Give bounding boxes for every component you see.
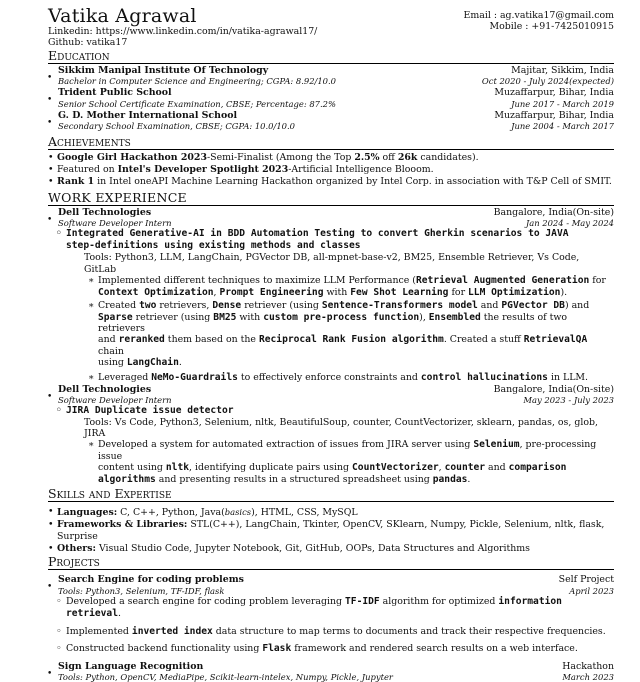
bold: Context Optimization bbox=[98, 286, 214, 298]
project-date: March 2023 bbox=[562, 671, 614, 682]
list-item bbox=[57, 152, 614, 164]
education-item bbox=[48, 87, 614, 108]
project-type: Hackathon bbox=[562, 660, 614, 672]
text: retriever (using bbox=[132, 311, 214, 323]
text: and bbox=[98, 334, 119, 346]
project-name: • Sign Language Recognition bbox=[58, 660, 204, 672]
bold: two bbox=[139, 300, 157, 311]
bold: custom pre-process function bbox=[263, 311, 420, 323]
skill-text: ), HTML, CSS, MySQL bbox=[251, 507, 358, 519]
ach-bold: Google Girl Hackathon 2023 bbox=[57, 152, 207, 164]
text: data structure to map terms to documents and track their respective frequencies. bbox=[212, 625, 606, 637]
list-item bbox=[57, 164, 614, 176]
ach-bold: Intel's Developer Spotlight 2023 bbox=[117, 164, 289, 176]
resume-header bbox=[48, 5, 614, 49]
text: for bbox=[589, 275, 606, 286]
text: them based on the bbox=[164, 334, 259, 346]
project-bullet bbox=[48, 596, 614, 621]
resume-page bbox=[48, 6, 614, 682]
bold: comparison bbox=[508, 462, 567, 474]
text: algorithm for optimized bbox=[379, 595, 499, 607]
company: • Dell Technologies bbox=[58, 384, 152, 396]
education-list bbox=[48, 65, 614, 131]
text: using bbox=[98, 357, 127, 369]
project-type: Self Project bbox=[558, 574, 614, 586]
bold: reranked bbox=[118, 334, 165, 346]
education-item bbox=[48, 65, 614, 86]
skill-italic: basics bbox=[224, 507, 252, 518]
job-date: May 2023 - July 2023 bbox=[523, 395, 614, 406]
ach-text: -Artificial Intelligence Blooom. bbox=[288, 164, 434, 176]
text: and bbox=[485, 462, 509, 474]
text: and presenting results in a structured spreadsheet using bbox=[155, 473, 433, 485]
text: . bbox=[178, 357, 182, 369]
skills-list bbox=[48, 506, 614, 555]
project-entry bbox=[48, 661, 614, 682]
text: ), bbox=[419, 311, 429, 323]
ach-bold: Rank 1 bbox=[57, 176, 95, 188]
text: Implemented different techniques to maximize LLM Performance ( bbox=[98, 275, 416, 286]
date: June 2004 - March 2017 bbox=[511, 121, 614, 131]
project-bullet bbox=[48, 643, 614, 656]
project-tools: Tools: Python3, Selenium, TF-IDF, flask bbox=[58, 585, 225, 596]
bold: counter bbox=[444, 462, 486, 474]
linkedin-link[interactable]: Linkedin: https://www.linkedin.com/in/vatika-agrawal17/ bbox=[48, 26, 318, 37]
skill-text: Visual Studio Code, Jupyter Notebook, Git, GitHub, OOPs, Data Structures and Algorithms bbox=[95, 543, 530, 555]
text: for bbox=[448, 286, 469, 298]
work-heading: WORK EXPERIENCE bbox=[48, 191, 614, 206]
job-date: Jan 2024 - May 2024 bbox=[525, 218, 614, 229]
tools-line: Tools: Python3, LLM, LangChain, PGVector DB, all-mpnet-base-v2, BM25, Ensemble Retriever, Vs Code, GitLab bbox=[84, 252, 580, 275]
bold: algorithms bbox=[98, 473, 156, 485]
tools-line: Tools: Vs Code, Python3, Selenium, nltk, BeautifulSoup, counter, CountVectorizer, sklearn, pandas, os, glob, JIRA bbox=[84, 416, 598, 440]
bold: Sentence-Transformers model bbox=[321, 300, 478, 311]
bold: BM25 bbox=[213, 311, 237, 323]
job-entry bbox=[48, 384, 614, 405]
job-role: Software Developer Intern bbox=[58, 395, 172, 406]
text: Developed a system for automated extraction of issues from JIRA server using bbox=[98, 439, 474, 451]
project-bullet bbox=[48, 626, 614, 639]
ach-text: Featured on bbox=[57, 164, 118, 176]
skill-label: Others: bbox=[57, 543, 96, 555]
contact-info bbox=[464, 10, 614, 32]
ach-bold: 2.5% bbox=[354, 152, 380, 164]
bullet-point bbox=[48, 439, 614, 485]
bold: NeMo-Guardrails bbox=[151, 371, 238, 383]
bold: Reciprocal Rank Fusion algorithm bbox=[258, 334, 444, 346]
school-name: • Trident Public School bbox=[58, 87, 172, 99]
job-place: Bangalore, India(On-site) bbox=[493, 207, 614, 219]
skill-text: C, C++, Python, Java( bbox=[117, 507, 225, 519]
education-heading: Education bbox=[48, 49, 614, 64]
school-place: Muzaffarpur, Bihar, India bbox=[494, 87, 614, 99]
project-title bbox=[48, 228, 614, 252]
bold: Prompt Engineering bbox=[219, 286, 324, 298]
text: , bbox=[213, 286, 220, 298]
text: ) and bbox=[564, 300, 590, 311]
bold: Retrieval Augmented Generation bbox=[415, 275, 590, 286]
job-place: Bangalore, India(On-site) bbox=[493, 384, 614, 396]
bold: PGVector DB bbox=[501, 300, 565, 311]
school-place: Majitar, Sikkim, India bbox=[511, 65, 614, 76]
text: Implemented bbox=[66, 625, 132, 637]
text: with bbox=[323, 286, 351, 298]
bold: LangChain bbox=[126, 357, 179, 369]
bold: Ensembled bbox=[428, 311, 481, 323]
candidate-name: Vatika Agrawal bbox=[48, 5, 197, 27]
project-tools: Tools: Python, OpenCV, MediaPipe, Scikit-learn-intelex, Numpy, Pickle, Jupyter bbox=[58, 671, 393, 682]
text: Leveraged bbox=[98, 371, 152, 383]
ach-text: off bbox=[379, 152, 398, 164]
bold: LLM Optimization bbox=[468, 286, 561, 298]
degree: Bachelor in Computer Science and Engineering; CGPA: 8.92/10.0 bbox=[58, 76, 337, 87]
project-entry bbox=[48, 574, 614, 595]
achievements-list bbox=[48, 152, 614, 188]
bold: RetrievalQA bbox=[523, 334, 588, 346]
education-item bbox=[48, 110, 614, 131]
job-entry bbox=[48, 207, 614, 228]
project-name: • Search Engine for coding problems bbox=[58, 574, 244, 586]
text: retriever (using bbox=[241, 300, 322, 311]
text: framework and rendered search results on a web interface. bbox=[291, 643, 578, 655]
text: Developed a search engine for coding problem leveraging bbox=[66, 595, 346, 607]
mobile-number: Mobile : +91-7425010915 bbox=[489, 21, 614, 32]
bold: Dense bbox=[212, 300, 242, 311]
project-title-line: step-definitions using existing methods and classes bbox=[66, 240, 361, 252]
bold: CountVectorizer bbox=[352, 462, 439, 474]
company: • Dell Technologies bbox=[58, 207, 152, 219]
text: , bbox=[438, 462, 445, 474]
bold: pandas bbox=[432, 473, 468, 485]
text: Created bbox=[98, 300, 140, 311]
bold: Few Shot Learning bbox=[350, 286, 449, 298]
text: Constructed backend functionality using bbox=[66, 643, 263, 655]
bullet-point bbox=[48, 275, 614, 298]
bold: nltk bbox=[165, 462, 190, 474]
ach-text: -Semi-Finalist (Among the Top bbox=[206, 152, 355, 164]
bullet-point bbox=[48, 372, 614, 384]
school-name: • G. D. Mother International School bbox=[58, 109, 238, 121]
degree: Secondary School Examination, CBSE; CGPA: 10.0/10.0 bbox=[58, 121, 295, 131]
bold: Sparse bbox=[98, 311, 133, 323]
skill-text: STL(C++), LangChain, Tkinter, OpenCV, SKlearn, Numpy, Pickle, Selenium, nltk, flask, Surprise bbox=[57, 519, 605, 543]
ach-text: in Intel oneAPI Machine Learning Hackathon organized by Intel Corp. in association with T&P Cell of SMIT. bbox=[94, 176, 612, 188]
achievements-heading: Achievements bbox=[48, 135, 614, 150]
bullet-point bbox=[48, 300, 614, 369]
github-link[interactable]: Github: vatika17 bbox=[48, 37, 128, 49]
skills-heading: Skills and Expertise bbox=[48, 487, 614, 502]
bold: information retrieval bbox=[66, 595, 562, 620]
bold: Selenium bbox=[473, 439, 520, 451]
bold: inverted index bbox=[131, 625, 213, 637]
text: chain bbox=[98, 345, 124, 357]
school-name: • Sikkim Manipal Institute Of Technology bbox=[58, 65, 269, 76]
project-title: ◦ JIRA Duplicate issue detector bbox=[48, 405, 614, 417]
bold: TF-IDF bbox=[345, 595, 380, 607]
project-title-line: ◦ Integrated Generative-AI in BDD Automation Testing to convert Gherkin scenarios to JAVA bbox=[66, 228, 569, 240]
text: and bbox=[477, 300, 502, 311]
text: . bbox=[117, 608, 121, 620]
text: . bbox=[467, 473, 471, 485]
text: with bbox=[236, 311, 264, 323]
date: June 2017 - March 2019 bbox=[511, 98, 614, 109]
list-item bbox=[57, 519, 614, 543]
skill-label: Languages: bbox=[57, 507, 118, 519]
ach-text: candidates). bbox=[417, 152, 479, 164]
text: , pre-processing issue bbox=[98, 439, 597, 462]
date: Oct 2020 - July 2024(expected) bbox=[481, 76, 614, 87]
text: , identifying duplicate pairs using bbox=[189, 462, 353, 474]
projects-heading: Projects bbox=[48, 555, 614, 570]
skill-label: Frameworks & Libraries: bbox=[57, 519, 188, 531]
text: to effectively enforce constraints and bbox=[237, 371, 421, 383]
school-place: Muzaffarpur, Bihar, India bbox=[494, 109, 614, 121]
text: the results of two retrievers bbox=[98, 311, 568, 334]
text: content using bbox=[98, 462, 166, 474]
project-date: April 2023 bbox=[569, 585, 614, 596]
text: retrievers, bbox=[156, 300, 213, 311]
job-role: Software Developer Intern bbox=[58, 218, 172, 229]
email-link[interactable]: Email : ag.vatika17@gmail.com bbox=[463, 10, 614, 21]
text: . Created a stuff bbox=[443, 334, 524, 346]
list-item bbox=[57, 176, 614, 188]
text: ). bbox=[560, 286, 568, 298]
text: in LLM. bbox=[547, 371, 588, 383]
list-item bbox=[57, 506, 614, 519]
bold: control hallucinations bbox=[420, 371, 548, 383]
list-item bbox=[57, 543, 614, 555]
degree: Senior School Certificate Examination, CBSE; Percentage: 87.2% bbox=[58, 98, 336, 109]
ach-bold: 26k bbox=[397, 152, 418, 164]
bold: Flask bbox=[262, 643, 292, 655]
